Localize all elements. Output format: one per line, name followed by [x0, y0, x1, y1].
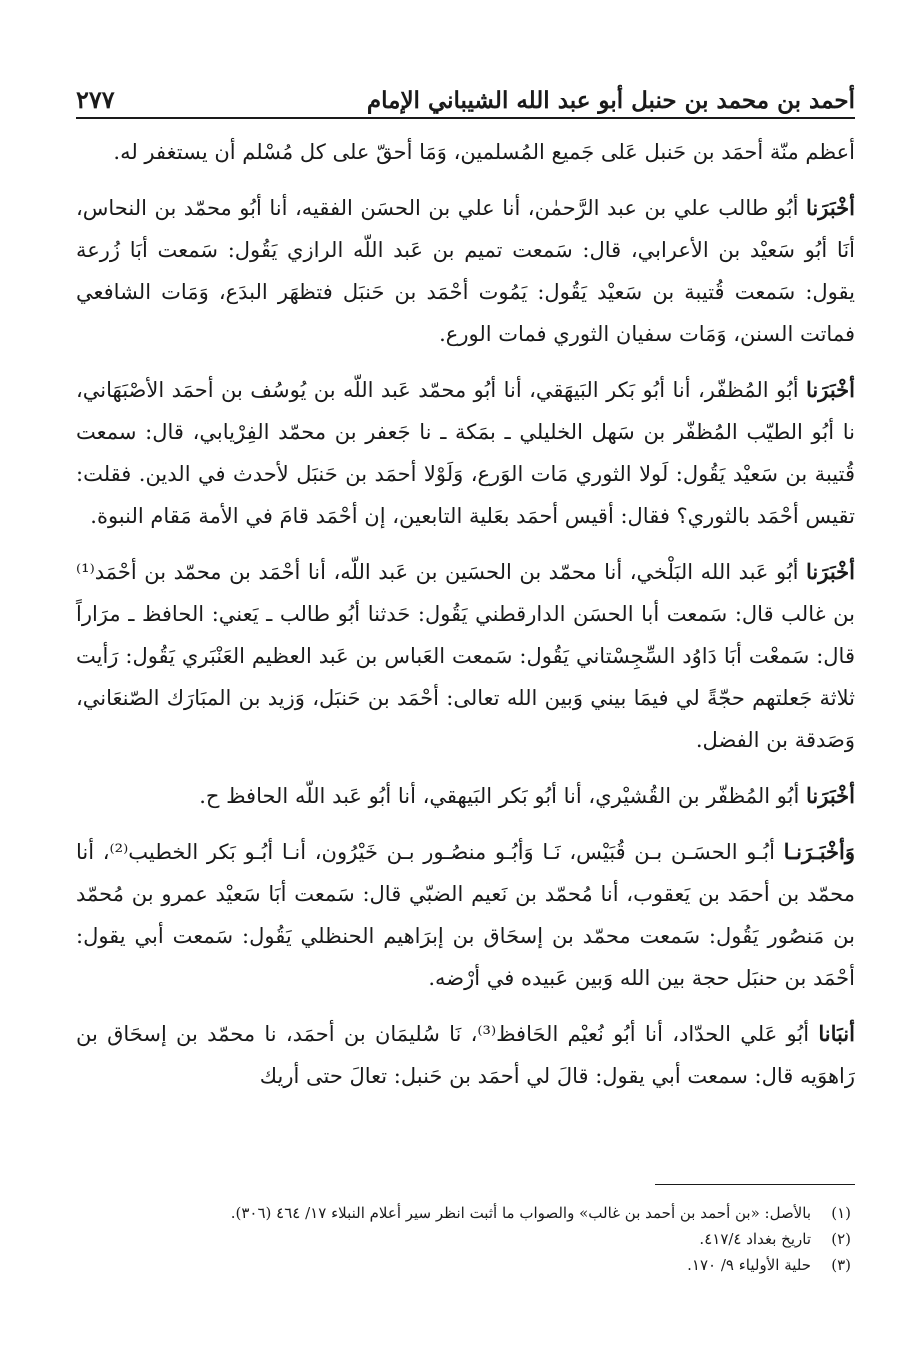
paragraph: أخْبَرَنا أبُو المُظفّر بن القُشيْري، أنا أبُو بَكر البَيهقي، أنا أبُو عَبد اللّه الحافظ ح. [199, 783, 855, 808]
page-number: ٢٧٧ [76, 85, 115, 114]
page-header [76, 78, 855, 119]
footnote-number: (٣) [831, 1256, 851, 1274]
narration-keyword: أنبَانا [818, 1021, 855, 1046]
narration-keyword: أخْبَرَنا [806, 559, 855, 584]
footnote-number: (١) [831, 1204, 851, 1222]
paragraph: أخْبَرَنا أبُو المُظفّر، أنا أبُو بَكر البَيهَقي، أنا أبُو محمّد عَبد اللّه بن يُوسُف بن أحمَد الأصْبَهَاني، نا أبُو الطيّب المُظفّر بن سَهل الخليلي ـ بمَكة ـ نا جَعفر بن محمّد الفِرْيابي، قال: سمعت قُتيبة بن سَعيْد يَقُول: لَولا الثوري مَات الوَرع، وَلَوْلا أحمَد بن حَنبَل لأحدث في الدين. فقلت: تقيس أحْمَد بالثوري؟ فقال: أقيس أحمَد بعَلية التابعين، إن أحْمَد قامَ في الأمة مَقام النبوة. [76, 377, 855, 528]
paragraph: أخْبَرَنا أبُو عَبد الله البَلْخي، أنا محمّد بن الحسَين بن عَبد اللّه، أنا أحْمَد بن محمّد بن أحْمَد⁽¹⁾ بن غالب قال: سَمعت أبا الحسَن الدارقطني يَقُول: حَدثنا أبُو طالب ـ يَعني: الحافظ ـ مرَاراً قال: سَمعْت أبَا دَاوُد السِّجِسْتاني يَقُول: سَمعت العَباس بن عَبد العظيم العَنْبَري يَقُول: رَأيت ثلاثة جَعلتهم حجّةً لي فيمَا بيني وَبين الله تعالى: أحْمَد بن حَنبَل، وَزيد بن المبَارَك الصّنعَاني، وَصَدقة بن الفضل. [76, 559, 855, 752]
narration-keyword: أخْبَرَنا [806, 195, 855, 220]
narration-keyword: أخْبَرَنا [806, 783, 855, 808]
running-title: أحمد بن محمد بن حنبل أبو عبد الله الشيباني الإمام [366, 87, 855, 114]
footnote-divider [655, 1184, 855, 1185]
narration-keyword: وَأخْبَـرَنـا [783, 839, 855, 864]
footnote [76, 1226, 851, 1252]
footnote-text: بالأصل: «بن أحمد بن أحمد بن غالب» والصواب ما أثبت انظر سير أعلام النبلاء ١٧/ ٤٦٤ (٣٠٦). [230, 1204, 811, 1222]
paragraph: أعظم منّة أحمَد بن حَنبل عَلى جَميع المُسلمين، وَمَا أحقّ على كل مُسْلم أن يستغفر له. [113, 140, 855, 164]
paragraph: أنبَانا أبُو عَلي الحدّاد، أنا أبُو نُعيْم الحَافظ⁽³⁾، نَا سُليمَان بن أحمَد، نا محمّد بن إسحَاق بن رَاهوَيه قال: سمعت أبي يقول: قالَ لي أحمَد بن حَنبل: تعالَ حتى أريك [76, 1021, 855, 1088]
footnote-text: حلية الأولياء ٩/ ١٧٠. [687, 1256, 811, 1274]
paragraph: أخْبَرَنا أبُو طالب علي بن عبد الرَّحمٰن، أنا علي بن الحسَن الفقيه، أنا أبُو محمّد بن النحاس، أنَا أبُو سَعيْد بن الأعرابي، قال: سَمعت تميم بن عَبد اللّه الرازي يَقُول: سَمعت أبَا زُرعة يقول: سَمعت قُتيبة بن سَعيْد يَقُول: يَمُوت أحْمَد بن حَنبَل فتظهَر البدَع، وَمَات الشافعي فماتت السنن، وَمَات سفيان الثوري فمات الورع. [76, 195, 855, 346]
footnote-text: تاريخ بغداد ٤١٧/٤. [699, 1230, 811, 1248]
footnote [76, 1252, 851, 1278]
body-text [76, 131, 855, 1097]
footnote [76, 1200, 851, 1226]
footnote-number: (٢) [831, 1230, 851, 1248]
footnotes [76, 1200, 851, 1278]
narration-keyword: أخْبَرَنا [806, 377, 855, 402]
paragraph: وَأخْبَـرَنـا أبُـو الحسَـن بـن قُبَيْس، نَـا وَأبُـو منصُـور بـن خَيْرُون، أنـا أبُـو بَكر الخطيب⁽²⁾، أنا محمّد بن أحمَد بن يَعقوب، أنا مُحمّد بن نَعيم الضبّي قال: سَمعت أبَا سَعيْد عمرو بن مُحمّد بن مَنصُور يَقُول: سَمعت محمّد بن إسحَاق بن إبرَاهيم الحنظلي يَقُول: سَمعت أبي يقول: أحْمَد بن حنبَل حجة بين الله وَبين عَبيده في أرْضه. [76, 839, 855, 990]
